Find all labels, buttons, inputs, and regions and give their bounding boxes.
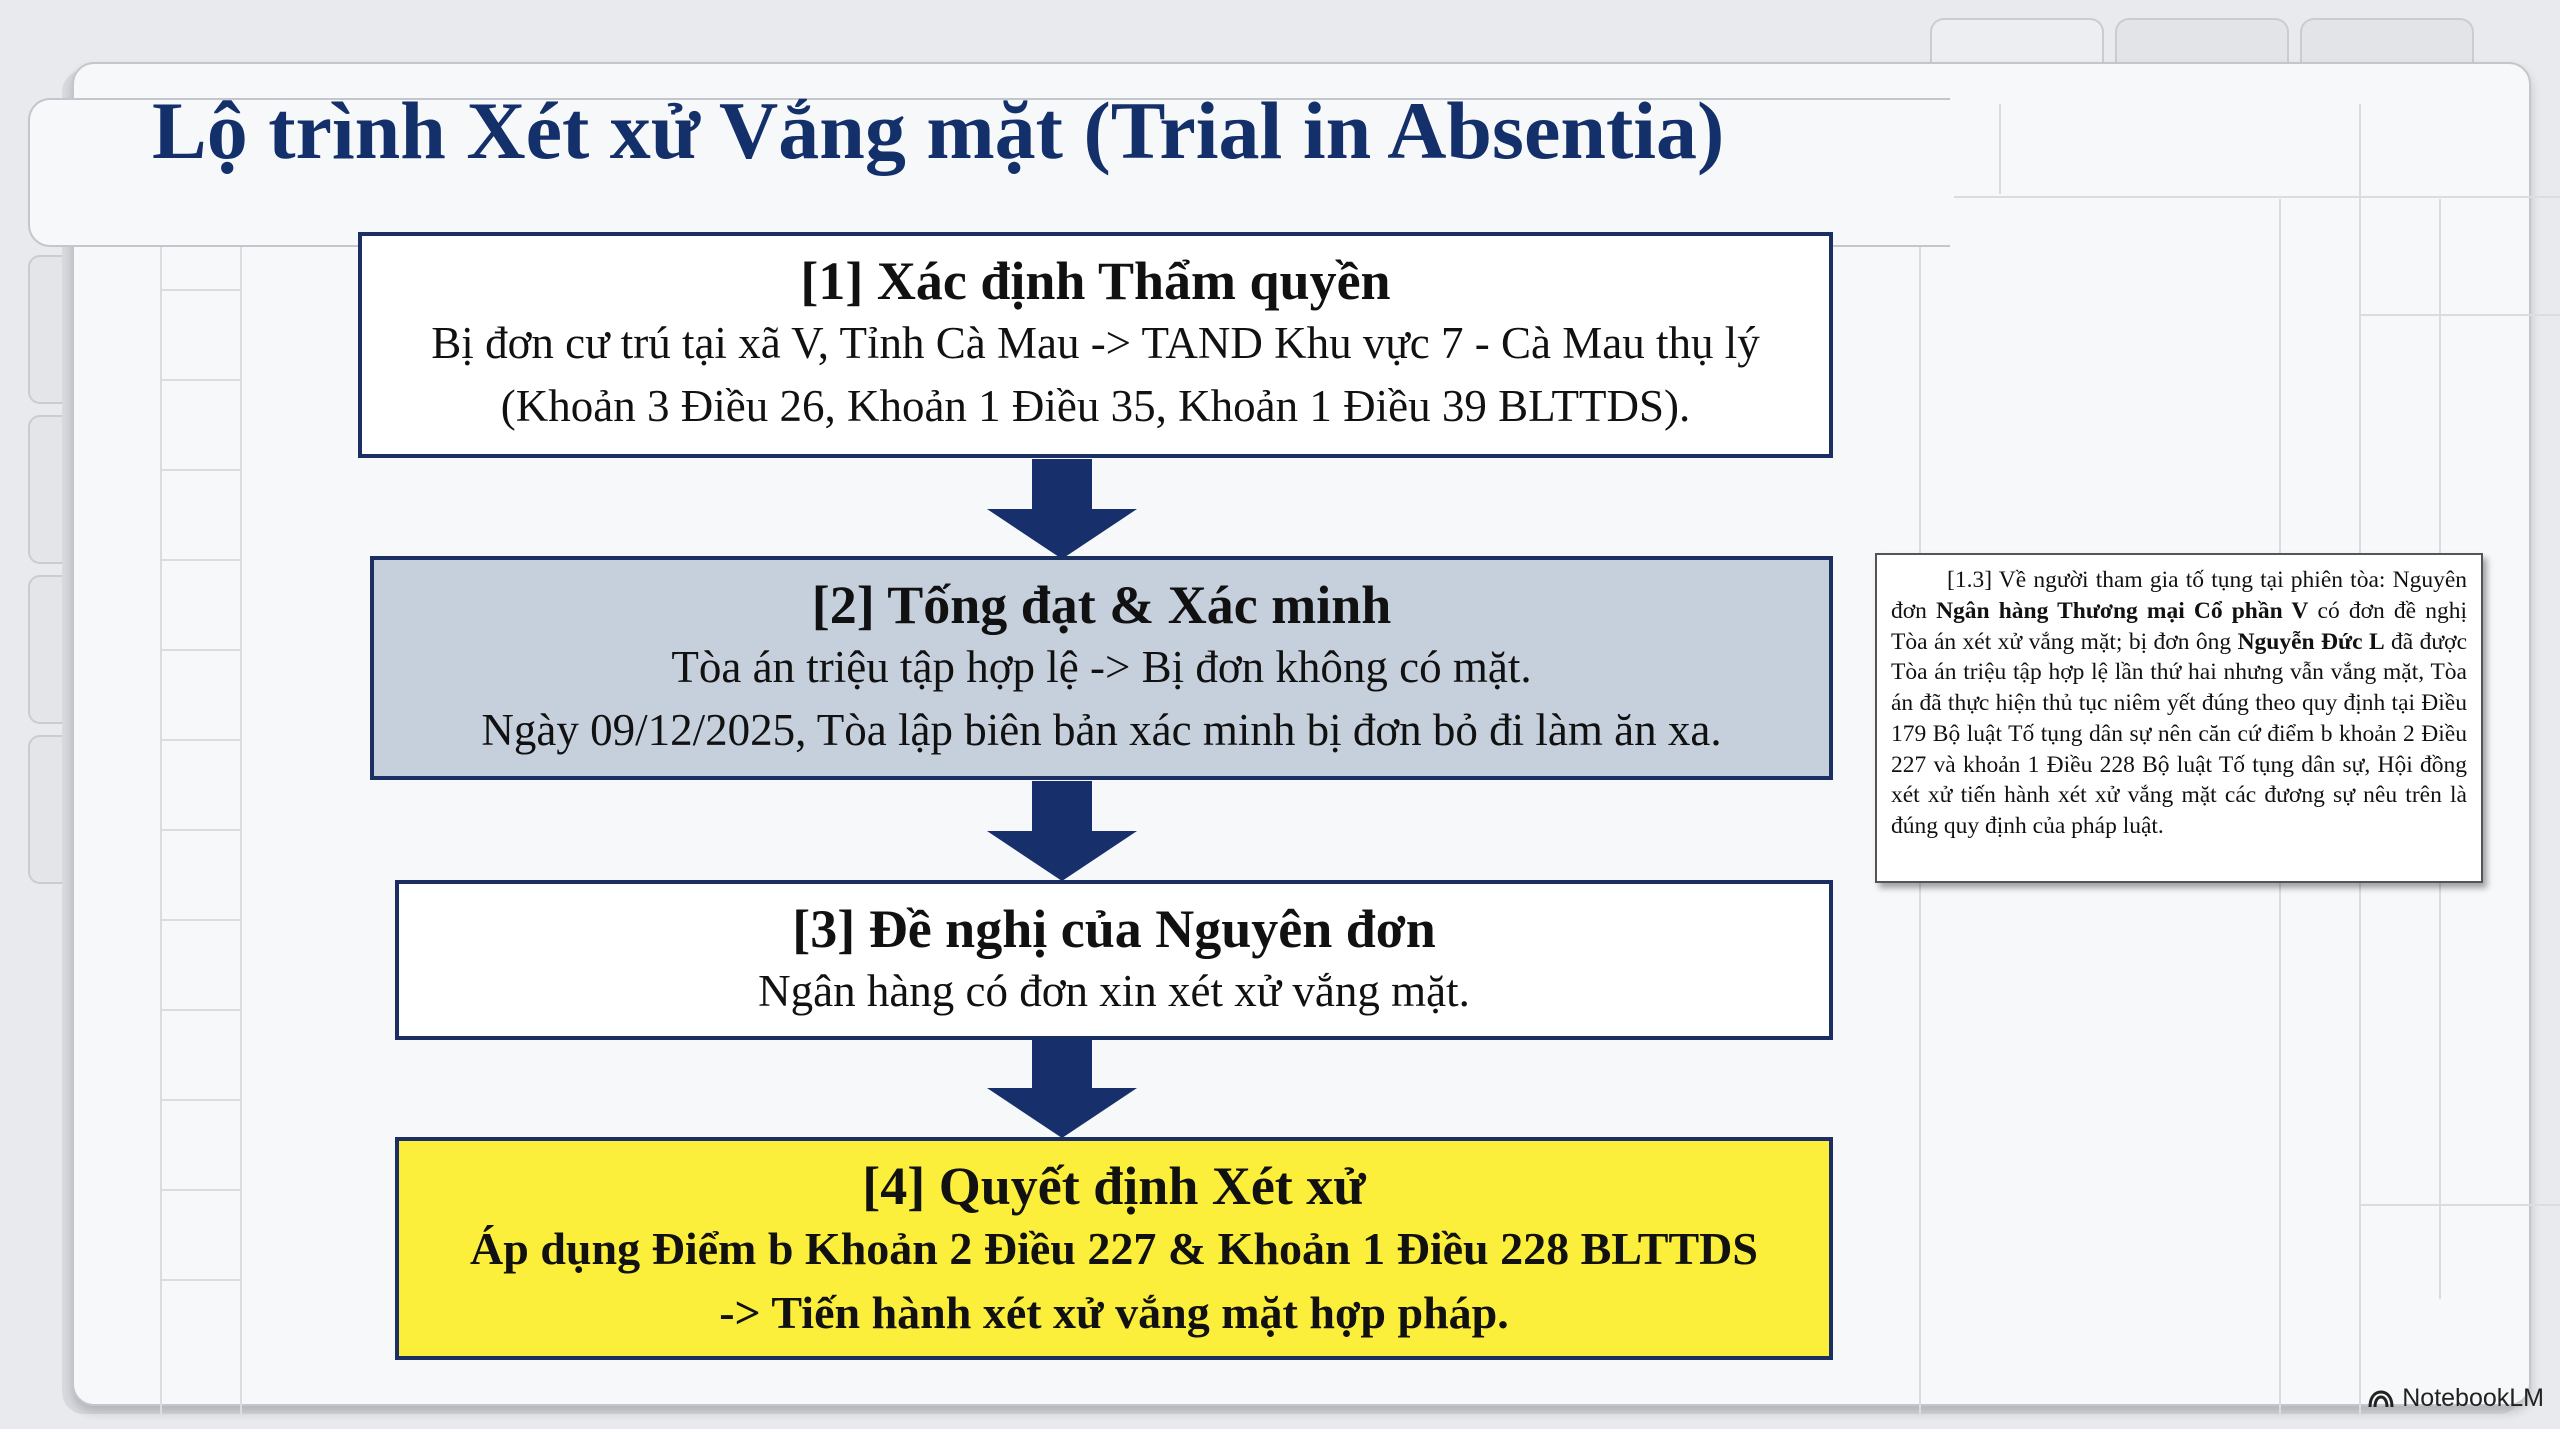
brand-label: NotebookLM (2402, 1384, 2544, 1412)
step-2-heading: [2] Tống đạt & Xác minh (811, 575, 1392, 635)
notebooklm-logo (2368, 1384, 2544, 1413)
down-arrow-icon (987, 781, 1137, 881)
step-4-line-2: -> Tiến hành xét xử vắng mặt hợp pháp. (719, 1287, 1509, 1339)
step-1-line-1: Bị đơn cư trú tại xã V, Tỉnh Cà Mau -> TAND Khu vực 7 - Cà Mau thụ lý (431, 318, 1760, 369)
step-2-line-1: Tòa án triệu tập hợp lệ -> Bị đơn không có mặt. (671, 642, 1532, 693)
slide-title: Lộ trình Xét xử Vắng mặt (Trial in Absentia) (152, 85, 1725, 176)
down-arrow-icon (987, 459, 1137, 559)
step-1-heading: [1] Xác định Thẩm quyền (800, 251, 1391, 311)
step-2-line-2: Ngày 09/12/2025, Tòa lập biên bản xác minh bị đơn bỏ đi làm ăn xa. (481, 705, 1722, 756)
step-2-box (370, 556, 1833, 780)
step-1-line-2: (Khoản 3 Điều 26, Khoản 1 Điều 35, Khoản 1 Điều 39 BLTTDS). (500, 381, 1691, 432)
excerpt-text: [1.3] Về người tham gia tố tụng tại phiên tòa: Nguyên đơn Ngân hàng Thương mại Cổ phần V có đơn đề nghị Tòa án xét xử vắng mặt; bị đơn ông Nguyễn Đức L đã được Tòa án triệu tập hợp lệ lần thứ hai nhưng vẫn vắng mặt, Tòa án đã thực hiện thủ tục niêm yết đúng theo quy định tại Điều 179 Bộ luật Tố tụng dân sự nên căn cứ điểm b khoản 2 Điều 227 và khoản 1 Điều 228 Bộ luật Tố tụng dân sự, Hội đồng xét xử tiến hành xét xử vắng mặt các đương sự nêu trên là đúng quy định của pháp luật. (1891, 567, 2467, 840)
step-4-heading: [4] Quyết định Xét xử (862, 1156, 1366, 1216)
down-arrow-icon (987, 1038, 1137, 1138)
step-3-line-1: Ngân hàng có đơn xin xét xử vắng mặt. (758, 966, 1470, 1017)
step-3-box (395, 880, 1833, 1040)
judgment-excerpt (1875, 553, 2483, 883)
step-4-box (395, 1137, 1833, 1360)
step-3-heading: [3] Đề nghị của Nguyên đơn (792, 899, 1436, 959)
step-4-line-1: Áp dụng Điểm b Khoản 2 Điều 227 & Khoản 1 Điều 228 BLTTDS (470, 1223, 1758, 1275)
step-1-box (358, 232, 1833, 458)
notebooklm-icon (2368, 1389, 2394, 1409)
